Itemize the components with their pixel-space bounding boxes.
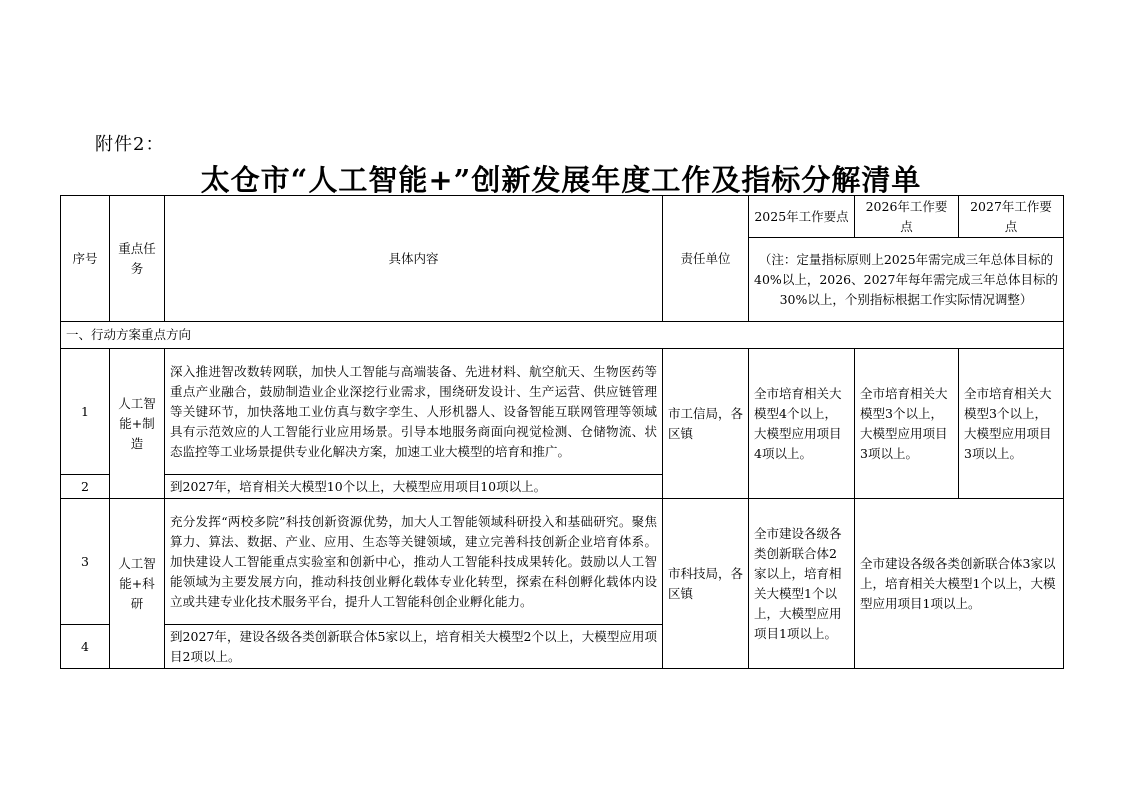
header-content: 具体内容	[165, 196, 663, 322]
row-number: 4	[61, 625, 110, 669]
table-row	[61, 349, 1064, 475]
header-row-years	[61, 196, 1064, 238]
content-cell: 到2027年，建设各级各类创新联合体5家以上，培育相关大模型2个以上，大模型应用项目2项以上。	[165, 625, 663, 669]
unit-cell: 市工信局，各区镇	[663, 349, 749, 499]
task-cell: 人工智能+制造	[110, 349, 165, 499]
header-2026: 2026年工作要点	[855, 196, 959, 238]
row-number: 1	[61, 349, 110, 475]
target-2026-cell: 全市培育相关大模型3个以上，大模型应用项目3项以上。	[855, 349, 959, 499]
header-no: 序号	[61, 196, 110, 322]
target-2025-cell: 全市建设各级各类创新联合体2家以上，培育相关大模型1个以上，大模型应用项目1项以上。	[749, 499, 855, 669]
attachment-label: 附件2：	[95, 134, 165, 155]
section-title: 一、行动方案重点方向	[61, 322, 1064, 349]
document-title: 太仓市“人工智能+”创新发展年度工作及指标分解清单	[200, 163, 922, 197]
header-note: （注：定量指标原则上2025年需完成三年总体目标的40%以上，2026、2027年每年需完成三年总体目标的30%以上，个别指标根据工作实际情况调整）	[749, 238, 1064, 322]
content-cell: 到2027年，培育相关大模型10个以上，大模型应用项目10项以上。	[165, 475, 663, 499]
header-2027: 2027年工作要点	[959, 196, 1064, 238]
table-row	[61, 499, 1064, 625]
unit-cell: 市科技局，各区镇	[663, 499, 749, 669]
row-number: 2	[61, 475, 110, 499]
section-row	[61, 322, 1064, 349]
content-cell: 深入推进智改数转网联，加快人工智能与高端装备、先进材料、航空航天、生物医药等重点产业融合，鼓励制造业企业深挖行业需求，围绕研发设计、生产运营、供应链管理等关键环节，加快落地工业仿真与数字孪生、人形机器人、设备智能互联网管理等领域具有示范效应的人工智能行业应用场景。引导本地服务商面向视觉检测、仓储物流、状态监控等工业场景提供专业化解决方案，加速工业大模型的培育和推广。	[165, 349, 663, 475]
task-cell: 人工智能+科研	[110, 499, 165, 669]
header-task: 重点任务	[110, 196, 165, 322]
content-cell: 充分发挥“两校多院”科技创新资源优势，加大人工智能领域科研投入和基础研究。聚焦算力、算法、数据、产业、应用、生态等关键领域，建立完善科技创新企业培育体系。加快建设人工智能重点实验室和创新中心，推动人工智能科技成果转化。鼓励以人工智能领域为主要发展方向，推动科技创业孵化载体专业化转型，探索在科创孵化载体内设立或共建专业化技术服务平台，提升人工智能科创企业孵化能力。	[165, 499, 663, 625]
header-unit: 责任单位	[663, 196, 749, 322]
work-plan-table	[60, 195, 1064, 669]
header-2025: 2025年工作要点	[749, 196, 855, 238]
target-2025-cell: 全市培育相关大模型4个以上，大模型应用项目4项以上。	[749, 349, 855, 499]
target-2027-cell: 全市培育相关大模型3个以上，大模型应用项目3项以上。	[959, 349, 1064, 499]
row-number: 3	[61, 499, 110, 625]
target-2026-2027-cell: 全市建设各级各类创新联合体3家以上，培育相关大模型1个以上，大模型应用项目1项以上。	[855, 499, 1064, 669]
